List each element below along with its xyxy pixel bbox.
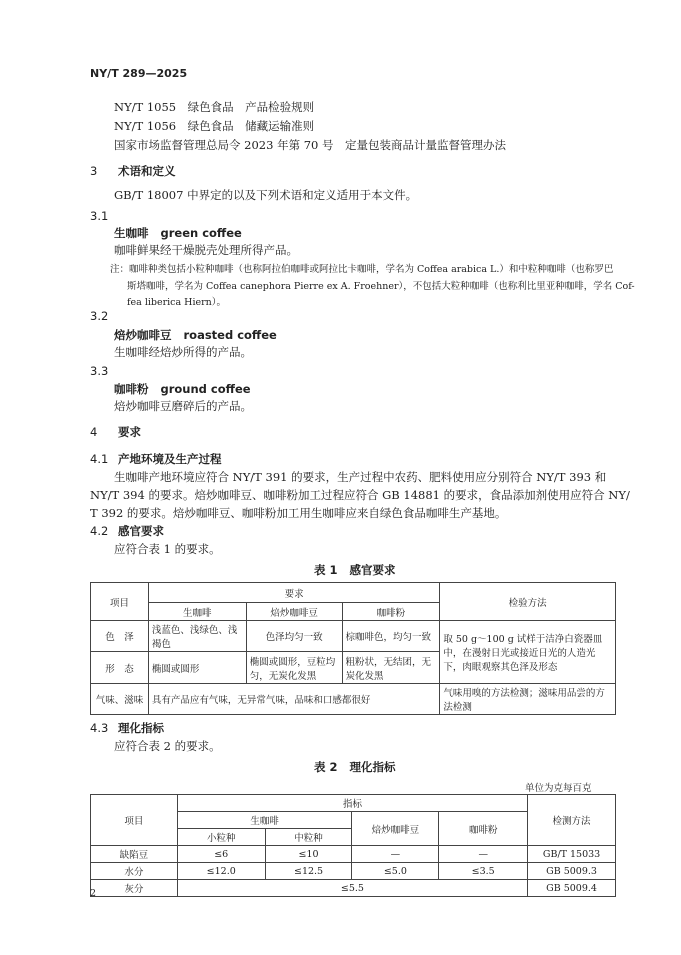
table-row	[91, 621, 616, 652]
term-heading	[114, 225, 242, 241]
table-cell: ≤12.5	[265, 863, 352, 880]
table-header-item: 项目	[91, 583, 149, 621]
subsection-number: 4.1	[90, 452, 109, 466]
physicochemical-table	[90, 794, 616, 897]
table-cell: 椭圆或圆形，豆粒均匀，无炭化发黑	[246, 652, 342, 684]
table-header-roasted: 焙炒咖啡豆	[352, 812, 439, 846]
table-cell: 灰分	[91, 880, 178, 897]
subsection-title: 产地环境及生产过程	[118, 452, 222, 466]
section-title: 术语和定义	[118, 164, 176, 178]
table-cell: GB 5009.4	[528, 880, 616, 897]
standard-id: NY/T 289—2025	[90, 67, 188, 80]
table-cell: 棕咖啡色，均匀一致	[342, 621, 440, 652]
term-en: roasted coffee	[183, 328, 277, 342]
table-cell: 缺陷豆	[91, 846, 178, 863]
table-cell: —	[439, 846, 528, 863]
term-cn: 咖啡粉	[114, 382, 149, 396]
table-header-col: 焙炒咖啡豆	[246, 603, 342, 621]
subsection-heading	[90, 523, 164, 539]
subsection-heading	[90, 720, 164, 736]
subsection-number: 4.2	[90, 524, 109, 538]
ref-item: NY/T 1056 绿色食品 储藏运输准则	[114, 119, 315, 133]
term-definition: 焙炒咖啡豆磨碎后的产品。	[114, 399, 252, 413]
section-number: 4	[90, 425, 98, 439]
table-caption	[314, 759, 396, 775]
table-cell: ≤12.0	[177, 863, 265, 880]
page-number: 2	[90, 888, 97, 899]
table-cell: 浅蓝色、浅绿色、浅褐色	[148, 621, 246, 652]
term-number: 3.2	[90, 309, 109, 323]
term-heading	[114, 381, 251, 397]
table-cell-method: 气味用嗅的方法检测；滋味用品尝的方法检测	[440, 684, 616, 715]
table-caption-number: 表 2	[314, 760, 338, 774]
table-cell: GB/T 15033	[528, 846, 616, 863]
paragraph-line: T 392 的要求。焙炒咖啡豆、咖啡粉加工用生咖啡应来自绿色食品咖啡生产基地。	[90, 506, 507, 520]
note-line: 斯塔咖啡，学名为 Coffea canephora Pierre ex A. Froehner），不包括大粒种咖啡（也称利比里亚种咖啡，学名 Cof-	[127, 281, 635, 292]
subsection-title: 感官要求	[118, 524, 164, 538]
paragraph: 应符合表 2 的要求。	[114, 739, 221, 753]
term-cn: 生咖啡	[114, 226, 149, 240]
section-title: 要求	[118, 425, 141, 439]
table-header-method: 检验方法	[440, 583, 616, 621]
table-row	[91, 846, 616, 863]
table-cell: 气味、滋味	[91, 684, 149, 715]
paragraph-line: NY/T 394 的要求。焙炒咖啡豆、咖啡粉加工过程应符合 GB 14881 的要求，食品添加剂使用应符合 NY/	[90, 488, 630, 502]
table-cell: ≤3.5	[439, 863, 528, 880]
term-en: ground coffee	[160, 382, 251, 396]
table-cell: 水分	[91, 863, 178, 880]
table-cell: 粗粉状，无结团，无炭化发黑	[342, 652, 440, 684]
subsection-heading	[90, 451, 222, 467]
table-header-requirement: 要求	[148, 583, 439, 603]
paragraph: GB/T 18007 中界定的以及下列术语和定义适用于本文件。	[114, 188, 418, 202]
section-heading	[90, 163, 176, 179]
sensory-table	[90, 582, 616, 715]
paragraph-line: 生咖啡产地环境应符合 NY/T 391 的要求，生产过程中农药、肥料使用应分别符合 NY/T 393 和	[114, 470, 607, 484]
term-cn: 焙炒咖啡豆	[114, 328, 172, 342]
table-header-green: 生咖啡	[177, 812, 352, 829]
term-definition: 生咖啡经焙炒所得的产品。	[114, 345, 252, 359]
table-cell-method: 取 50 g～100 g 试样于洁净白瓷器皿中，在漫射日光或接近日光的人造光下，肉眼观察其色泽及形态	[440, 621, 616, 684]
table-row	[91, 684, 616, 715]
ref-item: 国家市场监督管理总局令 2023 年第 70 号 定量包装商品计量监督管理办法	[114, 138, 507, 152]
table-caption-title: 感官要求	[349, 563, 396, 577]
term-en: green coffee	[160, 226, 242, 240]
table-header-col: 生咖啡	[148, 603, 246, 621]
term-number: 3.3	[90, 364, 109, 378]
table-caption	[314, 562, 396, 578]
ref-item: NY/T 1055 绿色食品 产品检验规则	[114, 100, 315, 114]
table-cell: 具有产品应有气味，无异常气味，品味和口感都很好	[148, 684, 439, 715]
note-line: fea liberica Hiern）。	[127, 297, 227, 308]
table-header-item: 项目	[91, 795, 178, 846]
table-cell: ≤10	[265, 846, 352, 863]
table-cell: 椭圆或圆形	[148, 652, 246, 684]
table-header-ground: 咖啡粉	[439, 812, 528, 846]
section-number: 3	[90, 164, 98, 178]
table-header-index: 指标	[177, 795, 527, 812]
table-cell: ≤5.5	[177, 880, 527, 897]
subsection-title: 理化指标	[118, 721, 164, 735]
term-definition: 咖啡鲜果经干燥脱壳处理所得产品。	[114, 243, 298, 257]
unit-note: 单位为克每百克	[525, 783, 592, 794]
table-header-method: 检测方法	[528, 795, 616, 846]
table-cell: ≤5.0	[352, 863, 439, 880]
table-row	[91, 880, 616, 897]
paragraph: 应符合表 1 的要求。	[114, 542, 221, 556]
table-caption-title: 理化指标	[349, 760, 396, 774]
table-cell: GB 5009.3	[528, 863, 616, 880]
table-header-small: 小粒种	[177, 829, 265, 846]
table-header-medium: 中粒种	[265, 829, 352, 846]
subsection-number: 4.3	[90, 721, 109, 735]
section-heading	[90, 424, 141, 440]
table-cell: 色 泽	[91, 621, 149, 652]
note-line: 注：咖啡种类包括小粒种咖啡（也称阿拉伯咖啡或阿拉比卡咖啡，学名为 Coffea arabica L.）和中粒种咖啡（也称罗巴	[110, 264, 614, 275]
table-cell: 色泽均匀一致	[246, 621, 342, 652]
term-number: 3.1	[90, 209, 109, 223]
table-row	[91, 863, 616, 880]
term-heading	[114, 327, 277, 343]
table-cell: 形 态	[91, 652, 149, 684]
table-cell: ≤6	[177, 846, 265, 863]
table-cell: —	[352, 846, 439, 863]
table-header-col: 咖啡粉	[342, 603, 440, 621]
table-caption-number: 表 1	[314, 563, 338, 577]
